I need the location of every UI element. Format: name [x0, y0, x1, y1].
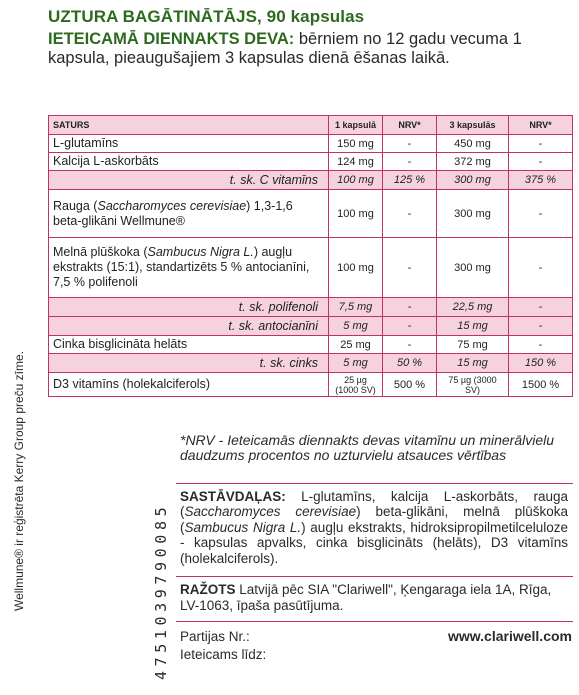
- table-row: [49, 317, 573, 336]
- table-row: [49, 336, 573, 354]
- cell-v1: 5 mg: [329, 354, 383, 373]
- table-header-1: 1 kapsulā: [329, 116, 383, 135]
- cell-v3: 450 mg: [437, 135, 509, 153]
- nrv-footnote: *NRV - Ieteicamās diennakts devas vitamīnu un minerālvielu daudzums procentos no uzturvielu atsauces vērtības: [180, 432, 555, 463]
- table-header-4: NRV*: [509, 116, 573, 135]
- table-row: [49, 153, 573, 171]
- cell-n1: -: [383, 135, 437, 153]
- dosage-intro: [48, 30, 573, 68]
- manufacturer-text: Latvijā pēc SIA "Clariwell", Ķengaraga iela 1A, Rīga, LV-1063, īpaša pasūtījuma.: [180, 582, 552, 613]
- ingredient-name: Kalcija L-askorbāts: [49, 153, 329, 171]
- batch-number-label: Partijas Nr.:: [180, 629, 250, 644]
- ingredient-name: Rauga (Saccharomyces cerevisiae) 1,3-1,6 beta-glikāni Wellmune®: [49, 190, 329, 238]
- cell-v1: 7,5 mg: [329, 298, 383, 317]
- table-row: [49, 238, 573, 298]
- cell-v1: 124 mg: [329, 153, 383, 171]
- cell-n1: -: [383, 317, 437, 336]
- cell-n1: 50 %: [383, 354, 437, 373]
- cell-n1: -: [383, 336, 437, 354]
- cell-n3: -: [509, 317, 573, 336]
- cell-n3: -: [509, 135, 573, 153]
- ingredients-label: SASTĀVDAĻAS:: [180, 489, 286, 504]
- cell-n3: -: [509, 238, 573, 298]
- cell-v3: 300 mg: [437, 171, 509, 190]
- dosage-lead: IETEICAMĀ DIENNAKTS DEVA:: [48, 30, 295, 48]
- ingredient-name: t. sk. C vitamīns: [49, 171, 329, 190]
- cell-v3: 372 mg: [437, 153, 509, 171]
- product-title: UZTURA BAGĀTINĀTĀJS, 90 kapsulas: [48, 7, 365, 26]
- batch-info: [180, 628, 266, 664]
- ingredient-name: D3 vitamīns (holekalciferols): [49, 373, 329, 397]
- cell-v3: 75 mg: [437, 336, 509, 354]
- cell-v1: 100 mg: [329, 190, 383, 238]
- divider: [176, 576, 573, 577]
- cell-v1: 150 mg: [329, 135, 383, 153]
- cell-v3: 75 µg (3000 SV): [437, 373, 509, 397]
- ingredient-name: Melnā plūškoka (Sambucus Nigra L.) augļu ekstrakts (15:1), standartizēts 5 % antocianīni, 7,5 % polifenoli: [49, 238, 329, 298]
- dosage-text: bērniem no 12 gadu vecuma 1 kapsula, pieaugušajiem 3 kapsulas dienā ēšanas laikā.: [48, 30, 522, 67]
- cell-v1: 25 mg: [329, 336, 383, 354]
- ingredient-name: t. sk. antocianīni: [49, 317, 329, 336]
- ingredient-name: L-glutamīns: [49, 135, 329, 153]
- divider: [176, 621, 573, 622]
- table-header-3: 3 kapsulās: [437, 116, 509, 135]
- cell-n3: 1500 %: [509, 373, 573, 397]
- table-row: [49, 354, 573, 373]
- manufacturer-label: RAŽOTS: [180, 582, 236, 597]
- cell-n1: -: [383, 298, 437, 317]
- cell-n3: -: [509, 153, 573, 171]
- cell-n3: 375 %: [509, 171, 573, 190]
- cell-v3: 300 mg: [437, 190, 509, 238]
- cell-n1: 125 %: [383, 171, 437, 190]
- divider: [176, 483, 573, 484]
- ingredient-name: t. sk. polifenoli: [49, 298, 329, 317]
- cell-n3: -: [509, 336, 573, 354]
- cell-n1: -: [383, 238, 437, 298]
- table-row: [49, 298, 573, 317]
- table-header-2: NRV*: [383, 116, 437, 135]
- cell-n3: -: [509, 190, 573, 238]
- nutrition-table: [48, 115, 573, 397]
- ingredients-text: L-glutamīns, kalcija L-askorbāts, rauga (Saccharomyces cerevisiae) beta-glikāni, melnā plūškoka (Sambucus Nigra L.) augļu ekstrakts, hidroksipropilmetilceluloze - kapsulas apvalks, cinka bisglicināts (helāts), D3 vitamīns (holekalciferols).: [180, 489, 568, 566]
- cell-v1: 100 mg: [329, 238, 383, 298]
- cell-v1: 100 mg: [329, 171, 383, 190]
- cell-n3: -: [509, 298, 573, 317]
- cell-v1: 5 mg: [329, 317, 383, 336]
- trademark-note: Wellmune® ir reģistrēta Kerry Group preču zīme.: [12, 350, 26, 612]
- best-before-label: Ieteicams līdz:: [180, 647, 267, 662]
- website-link[interactable]: www.clariwell.com: [448, 628, 572, 644]
- table-row: [49, 373, 573, 397]
- manufacturer: [180, 582, 570, 614]
- cell-n1: -: [383, 190, 437, 238]
- ingredient-name: Cinka bisglicināta helāts: [49, 336, 329, 354]
- cell-v3: 300 mg: [437, 238, 509, 298]
- table-row: [49, 135, 573, 153]
- table-row: [49, 190, 573, 238]
- table-row: [49, 171, 573, 190]
- cell-v1: 25 µg (1000 SV): [329, 373, 383, 397]
- ingredients: [180, 489, 568, 566]
- cell-v3: 15 mg: [437, 354, 509, 373]
- cell-n1: 500 %: [383, 373, 437, 397]
- cell-n3: 150 %: [509, 354, 573, 373]
- barcode-number: 4751039790085: [152, 502, 170, 680]
- cell-n1: -: [383, 153, 437, 171]
- cell-v3: 22,5 mg: [437, 298, 509, 317]
- ingredient-name: t. sk. cinks: [49, 354, 329, 373]
- table-header-0: SATURS: [49, 116, 329, 135]
- cell-v3: 15 mg: [437, 317, 509, 336]
